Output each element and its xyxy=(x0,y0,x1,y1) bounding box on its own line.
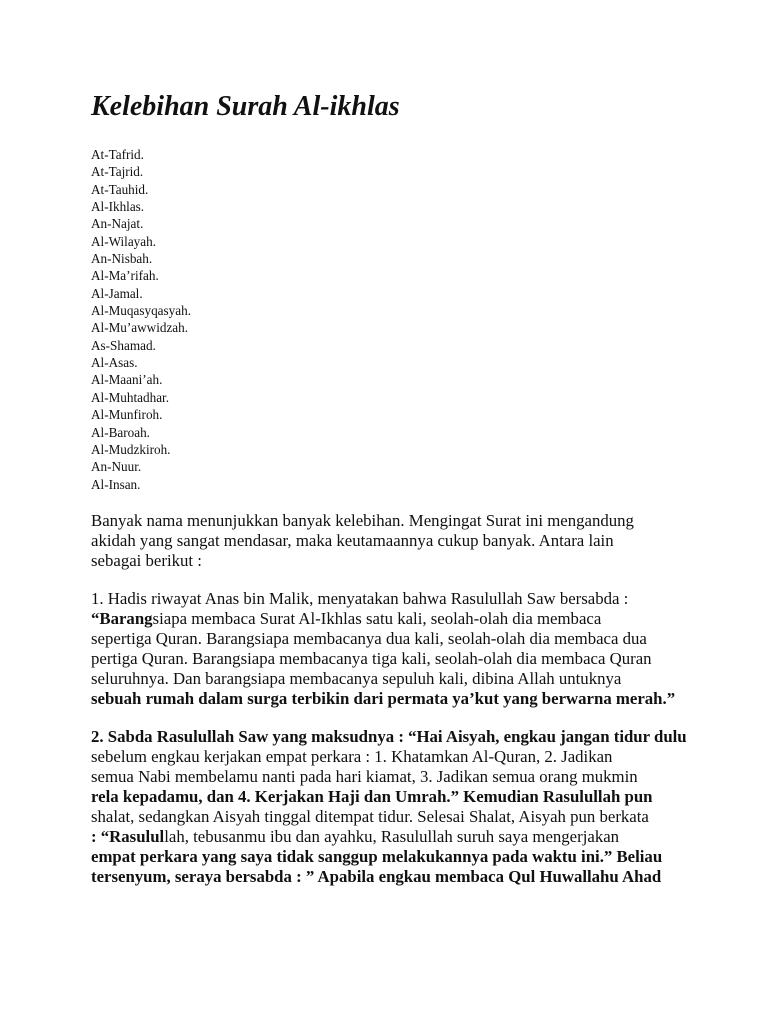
list-item: Al-Ma’rifah. xyxy=(91,268,159,284)
list-item: Al-Insan. xyxy=(91,476,141,492)
list-item: Al-Muqasyqasyah. xyxy=(91,303,191,319)
bold-text-line: sebuah rumah dalam surga terbikin dari permata ya’kut yang berwarna merah.” xyxy=(91,689,676,708)
list-item: An-Najat. xyxy=(91,216,144,232)
surah-names-list xyxy=(91,146,191,493)
list-item: Al-Jamal. xyxy=(91,285,143,301)
text-line: seluruhnya. Dan barangsiapa membacanya sepuluh kali, dibina Allah untuknya xyxy=(91,669,622,688)
text-line: semua Nabi membelamu nanti pada hari kiamat, 3. Jadikan semua orang mukmin xyxy=(91,767,638,786)
bold-text: : “Rasulul xyxy=(91,827,165,846)
text-span: siapa membaca Surat Al-Ikhlas satu kali, seolah-olah dia membaca xyxy=(152,609,602,628)
text-line: sebagai berikut : xyxy=(91,551,202,570)
text-line xyxy=(91,609,675,629)
bold-text-line: rela kepadamu, dan 4. Kerjakan Haji dan Umrah.” Kemudian Rasulullah pun xyxy=(91,787,653,806)
list-item: At-Tauhid. xyxy=(91,181,149,197)
intro-paragraph xyxy=(91,511,634,571)
text-line: Banyak nama menunjukkan banyak kelebihan. Mengingat Surat ini mengandung xyxy=(91,511,634,530)
bold-text-line: tersenyum, seraya bersabda : ” Apabila engkau membaca Qul Huwallahu Ahad xyxy=(91,867,662,886)
list-item: Al-Mu’awwidzah. xyxy=(91,320,189,336)
list-item: As-Shamad. xyxy=(91,337,156,353)
list-item: Al-Maani’ah. xyxy=(91,372,163,388)
text-line: 1. Hadis riwayat Anas bin Malik, menyatakan bahwa Rasulullah Saw bersabda : xyxy=(91,589,629,608)
list-item: Al-Muhtadhar. xyxy=(91,389,170,405)
text-line: shalat, sedangkan Aisyah tinggal ditempat tidur. Selesai Shalat, Aisyah pun berkata xyxy=(91,807,649,826)
list-item: Al-Wilayah. xyxy=(91,233,157,249)
text-line: akidah yang sangat mendasar, maka keutamaannya cukup banyak. Antara lain xyxy=(91,531,614,550)
text-span: lah, tebusanmu ibu dan ayahku, Rasulullah suruh saya mengerjakan xyxy=(164,827,620,846)
text-line: pertiga Quran. Barangsiapa membacanya tiga kali, seolah-olah dia membaca Quran xyxy=(91,649,652,668)
text-line: sebelum engkau kerjakan empat perkara : 1. Khatamkan Al-Quran, 2. Jadikan xyxy=(91,747,613,766)
list-item: Al-Mudzkiroh. xyxy=(91,441,171,457)
text-line xyxy=(91,827,687,847)
list-item: Al-Asas. xyxy=(91,355,138,371)
point-1-paragraph xyxy=(91,589,675,709)
list-item: At-Tafrid. xyxy=(91,147,144,162)
list-item: At-Tajrid. xyxy=(91,164,144,180)
list-item: Al-Baroah. xyxy=(91,424,150,440)
list-item: An-Nuur. xyxy=(91,459,142,475)
document-title: Kelebihan Surah Al-ikhlas xyxy=(91,91,400,122)
list-item: An-Nisbah. xyxy=(91,251,153,267)
point-2-paragraph xyxy=(91,727,687,887)
bold-text-line: 2. Sabda Rasulullah Saw yang maksudnya : “Hai Aisyah, engkau jangan tidur dulu xyxy=(91,727,687,746)
bold-text: “Barang xyxy=(91,609,153,628)
text-line: sepertiga Quran. Barangsiapa membacanya dua kali, seolah-olah dia membaca dua xyxy=(91,629,647,648)
list-item: Al-Munfiroh. xyxy=(91,407,163,423)
bold-text-line: empat perkara yang saya tidak sanggup melakukannya pada waktu ini.” Beliau xyxy=(91,847,663,866)
list-item: Al-Ikhlas. xyxy=(91,199,145,215)
